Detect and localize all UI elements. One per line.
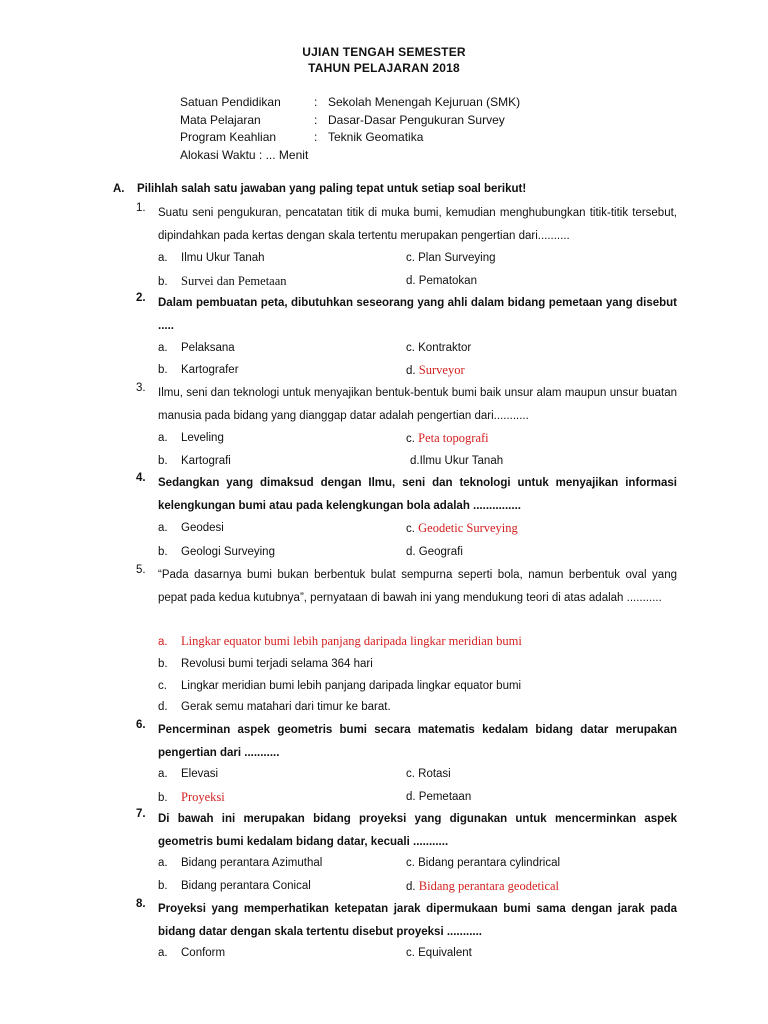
option-text: Revolusi bumi terjadi selama 364 hari [181, 658, 373, 670]
option-c: c. Equivalent [406, 947, 472, 959]
option-a [158, 855, 322, 871]
option-d: d.Ilmu Ukur Tanah [410, 455, 504, 467]
option-b [158, 656, 373, 672]
option-d: d. Pemetaan [406, 791, 472, 803]
info-row [180, 129, 520, 147]
info-label: Satuan Pendidikan [180, 95, 281, 109]
question-text: Sedangkan yang dimaksud dengan Ilmu, seni dan teknologi untuk menyajikan informasi kelengkungan bumi atau pada kelengkungan bola adalah ............... [158, 477, 677, 512]
option-letter: a. [158, 947, 168, 959]
option-text: Survei dan Pemetaan [181, 274, 287, 288]
info-value: Sekolah Menengah Kejuruan (SMK) [328, 95, 521, 109]
question [136, 292, 677, 337]
answer-key: Lingkar equator bumi lebih panjang daripada lingkar meridian bumi [181, 634, 522, 648]
info-sep: : [314, 112, 318, 127]
answer-key: Surveyor [418, 363, 465, 377]
option-text: Ilmu Ukur Tanah [181, 252, 265, 264]
info-value: Teknik Geomatika [328, 130, 424, 144]
question-number: 6. [136, 719, 146, 731]
option-b [158, 273, 287, 290]
info-sep: : [314, 130, 318, 144]
option-b [158, 544, 275, 560]
option-c [406, 520, 518, 537]
option-b [158, 362, 239, 378]
option-a [158, 633, 522, 650]
question-number: 2. [136, 292, 146, 304]
option-letter: d. [158, 701, 168, 713]
option-text: Bidang perantara Azimuthal [181, 857, 323, 869]
option-letter: a. [158, 252, 168, 264]
option-text: Geodesi [181, 522, 224, 534]
option-text: Elevasi [181, 768, 219, 780]
question [136, 202, 677, 247]
option-a [158, 520, 224, 536]
option-b [158, 453, 231, 469]
section-instruction: Pilihlah salah satu jawaban yang paling tepat untuk setiap soal berikut! [137, 183, 527, 195]
option-letter: b. [158, 880, 168, 892]
question [136, 808, 677, 853]
option-letter: a. [158, 432, 168, 444]
question [136, 472, 677, 517]
question [136, 719, 677, 764]
option-letter: b. [158, 455, 168, 467]
question-text: Dalam pembuatan peta, dibutuhkan seseorang yang ahli dalam bidang pemetaan yang disebut ..... [158, 297, 677, 332]
info-label: Mata Pelajaran [180, 112, 261, 127]
question-text: Ilmu, seni dan teknologi untuk menyajikan bentuk-bentuk bumi baik unsur alam maupun unsur buatan manusia pada bidang yang dianggap datar adalah pengertian dari........... [158, 387, 677, 422]
question [136, 564, 677, 609]
question-text: Di bawah ini merupakan bidang proyeksi yang digunakan untuk mencerminkan aspek geometris bumi kedalam bidang datar, kecuali ........... [158, 813, 677, 848]
option-a [158, 430, 224, 446]
answer-key: Geodetic Surveying [418, 521, 518, 535]
info-label: Alokasi Waktu : [180, 147, 263, 162]
option-letter: a. [158, 768, 168, 780]
option-letter: b. [158, 792, 168, 804]
option-a [158, 945, 225, 961]
question-text: “Pada dasarnya bumi bukan berbentuk bulat sempurna seperti bola, namun berbentuk oval yang pepat pada kedua kutubnya”, pernyataan di bawah ini yang mendukung teori di atas adalah ........... [158, 569, 677, 604]
option-letter: c. [406, 523, 415, 535]
option-c: c. Kontraktor [406, 342, 472, 354]
info-value: ... Menit [265, 147, 309, 162]
info-row [180, 94, 520, 112]
question-number: 4. [136, 472, 146, 484]
question-number: 1. [136, 202, 146, 214]
option-letter: b. [158, 364, 168, 376]
option-a [158, 766, 218, 782]
option-letter: b. [158, 546, 168, 558]
option-letter: d. [406, 881, 416, 893]
option-b [158, 878, 311, 894]
option-text: Leveling [181, 432, 224, 444]
info-row [180, 147, 520, 165]
info-sep: : [314, 95, 318, 109]
option-d [406, 878, 559, 895]
exam-info [180, 94, 520, 164]
answer-key: Proyeksi [181, 790, 225, 804]
option-d [406, 362, 465, 379]
option-text: Kartografi [181, 455, 231, 467]
question-text: Suatu seni pengukuran, pencatatan titik di muka bumi, kemudian menghubungkan titik-titik tersebut, dipindahkan pada kertas dengan skala tertentu merupakan pengertian dari.......... [158, 207, 677, 242]
option-c: c. Bidang perantara cylindrical [406, 857, 561, 869]
question-number: 7. [136, 808, 146, 820]
question-number: 5. [136, 564, 146, 576]
question-text: Proyeksi yang memperhatikan ketepatan jarak dipermukaan bumi sama dengan jarak pada bidang datar dengan skala tertentu disebut proyeksi ........... [158, 903, 677, 938]
exam-year: TAHUN PELAJARAN 2018 [308, 61, 460, 75]
option-c [406, 430, 489, 447]
option-a [158, 250, 265, 266]
option-letter: d. [406, 365, 416, 377]
option-d [158, 699, 391, 715]
option-a [158, 340, 235, 356]
answer-key: Peta topografi [418, 431, 489, 445]
info-label: Program Keahlian [180, 130, 277, 144]
question-text: Pencerminan aspek geometris bumi secara matematis kedalam bidang datar merupakan pengertian dari ........... [158, 724, 677, 759]
option-letter: c. [406, 433, 415, 445]
option-c: c. Plan Surveying [406, 252, 496, 264]
answer-key: Bidang perantara geodetical [418, 879, 560, 893]
option-text: Bidang perantara Conical [181, 880, 311, 892]
question-number: 3. [136, 382, 146, 394]
question [136, 382, 677, 427]
exam-title: UJIAN TENGAH SEMESTER [302, 45, 466, 59]
option-text: Lingkar meridian bumi lebih panjang daripada lingkar equator bumi [181, 680, 522, 692]
option-d: d. Geografi [406, 546, 463, 558]
option-d: d. Pematokan [406, 275, 477, 287]
option-text: Geologi Surveying [181, 546, 275, 558]
section-heading [113, 183, 526, 195]
option-letter: b. [158, 658, 168, 670]
option-letter: c. [158, 680, 167, 692]
question [136, 898, 677, 943]
option-c: c. Rotasi [406, 768, 451, 780]
option-c [158, 678, 521, 694]
option-text: Conform [181, 947, 226, 959]
option-b [158, 789, 225, 806]
option-text: Pelaksana [181, 342, 235, 354]
option-letter: a. [158, 522, 168, 534]
option-letter: a. [158, 857, 168, 869]
option-text: Gerak semu matahari dari timur ke barat. [181, 701, 391, 713]
info-row [180, 112, 520, 130]
option-text: Kartografer [181, 364, 239, 376]
section-letter: A. [113, 183, 125, 195]
option-letter: a. [158, 636, 168, 648]
option-letter: a. [158, 342, 168, 354]
info-value: Dasar-Dasar Pengukuran Survey [328, 112, 505, 127]
option-letter: b. [158, 276, 168, 288]
question-number: 8. [136, 898, 146, 910]
